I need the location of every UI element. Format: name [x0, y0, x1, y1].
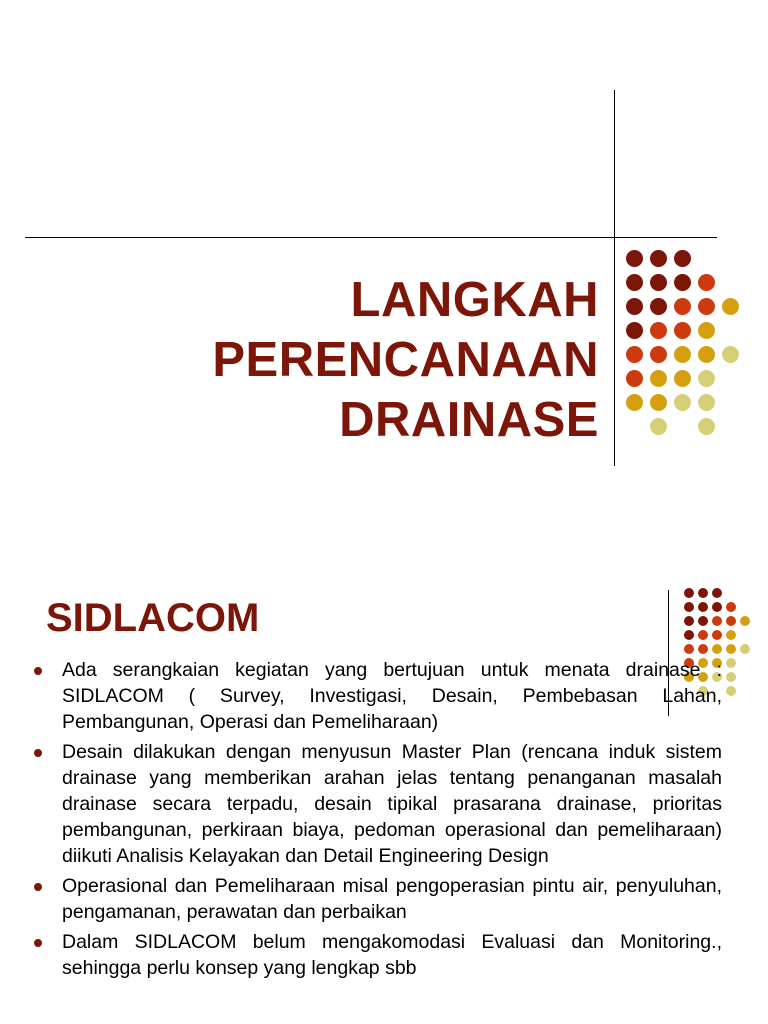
bullet-icon: [34, 667, 42, 675]
slide-title: SIDLACOM: [46, 596, 260, 640]
dot-mark: [698, 346, 715, 363]
dot-mark: [722, 298, 739, 315]
dot-mark: [650, 394, 667, 411]
dot-mark: [650, 346, 667, 363]
bullet-text: Dalam SIDLACOM belum mengakomodasi Evaluasi dan Monitoring., sehingga perlu konsep yang lengkap sbb: [62, 931, 722, 979]
dot-mark: [626, 298, 643, 315]
bullet-text: Desain dilakukan dengan menyusun Master Plan (rencana induk sistem drainase yang memberikan arahan jelas tentang penanganan masalah drainase secara terpadu, desain tipikal prasarana drainase, prioritas pembangunan, perkiraan biaya, pedoman operasional dan pemeliharaan) diikuti Analisis Kelayakan dan Detail Engineering Design: [62, 741, 722, 867]
dot-mark: [698, 370, 715, 387]
dot-mark: [698, 644, 708, 654]
dot-mark: [698, 394, 715, 411]
list-item: [30, 873, 722, 925]
dot-mark: [698, 602, 708, 612]
dot-mark: [684, 616, 694, 626]
dot-mark: [726, 616, 736, 626]
dot-mark: [712, 616, 722, 626]
dot-mark: [712, 630, 722, 640]
dot-mark: [740, 644, 750, 654]
dot-mark: [626, 274, 643, 291]
title-line-3: DRAINASE: [339, 393, 599, 447]
bullet-list: [30, 657, 722, 985]
list-item: [30, 929, 722, 981]
dot-mark: [626, 394, 643, 411]
dot-mark: [698, 616, 708, 626]
bullet-text: Ada serangkaian kegiatan yang bertujuan untuk menata drainase : SIDLACOM ( Survey, Investigasi, Desain, Pembebasan Lahan, Pembangunan, Operasi dan Pemeliharaan): [62, 659, 722, 733]
dot-mark: [698, 588, 708, 598]
dot-mark: [650, 370, 667, 387]
dot-mark: [740, 616, 750, 626]
dot-mark: [626, 322, 643, 339]
dot-mark: [684, 644, 694, 654]
dot-mark: [674, 298, 691, 315]
vertical-rule: [614, 90, 615, 466]
dot-mark: [626, 346, 643, 363]
dot-mark: [626, 370, 643, 387]
dot-mark: [726, 630, 736, 640]
dot-mark: [712, 602, 722, 612]
dot-mark: [650, 250, 667, 267]
dot-mark: [698, 630, 708, 640]
dot-mark: [712, 644, 722, 654]
dot-mark: [650, 298, 667, 315]
title-line-1: LANGKAH: [350, 273, 599, 327]
dot-mark: [726, 672, 736, 682]
dot-mark: [674, 394, 691, 411]
bullet-text: Operasional dan Pemeliharaan misal pengoperasian pintu air, penyuluhan, pengamanan, perawatan dan perbaikan: [62, 875, 722, 923]
list-item: [30, 657, 722, 735]
dot-mark: [712, 588, 722, 598]
dot-mark: [674, 346, 691, 363]
dot-mark: [674, 322, 691, 339]
dot-mark: [726, 686, 736, 696]
dot-mark: [674, 274, 691, 291]
dot-mark: [722, 346, 739, 363]
dot-mark: [650, 322, 667, 339]
dot-mark: [626, 250, 643, 267]
bullet-icon: [34, 883, 42, 891]
dot-mark: [698, 298, 715, 315]
dot-mark: [650, 274, 667, 291]
dot-mark: [674, 370, 691, 387]
title-line-2: PERENCANAAN: [212, 333, 599, 387]
bullet-icon: [34, 939, 42, 947]
dot-mark: [698, 418, 715, 435]
dot-mark: [650, 418, 667, 435]
dot-mark: [698, 274, 715, 291]
dot-mark: [726, 644, 736, 654]
dot-mark: [684, 630, 694, 640]
dot-mark: [684, 602, 694, 612]
slide-title: [212, 270, 599, 450]
dot-mark: [726, 658, 736, 668]
dot-mark: [726, 602, 736, 612]
bullet-icon: [34, 749, 42, 757]
list-item: [30, 739, 722, 869]
slide-2: [0, 512, 768, 1024]
dot-mark: [684, 588, 694, 598]
dot-mark: [698, 322, 715, 339]
dot-mark: [674, 250, 691, 267]
